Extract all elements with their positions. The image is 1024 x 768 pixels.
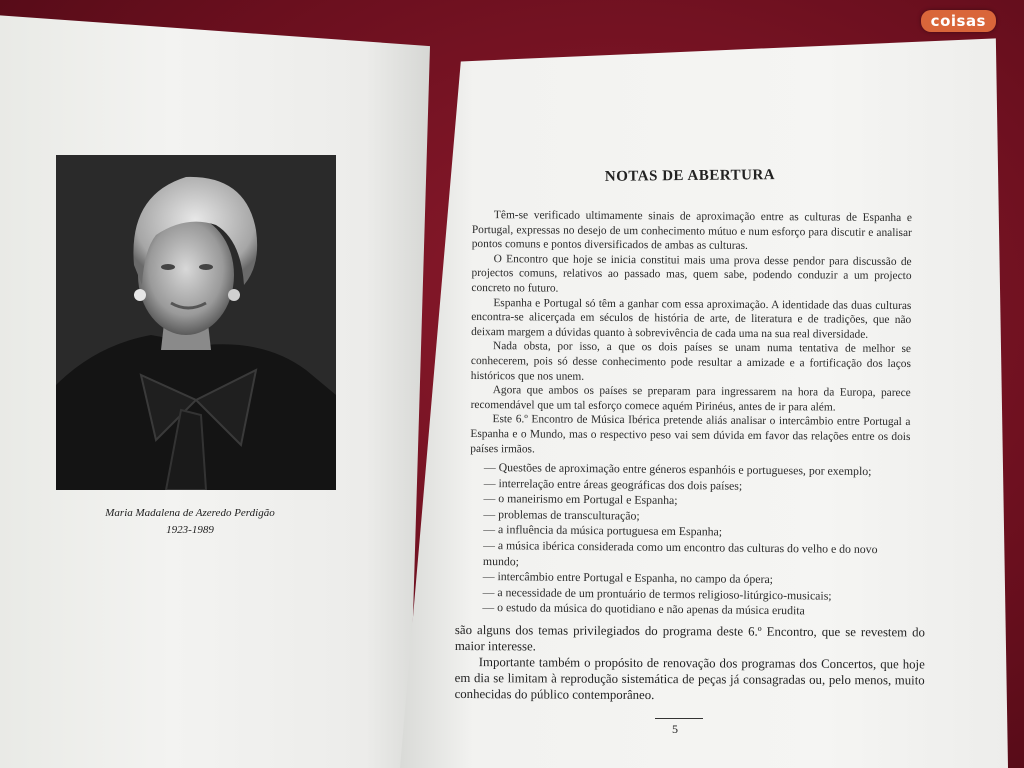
list-item: — o estudo da música do quotidiano e não apenas da música erudita [482, 600, 805, 618]
paragraph: Este 6.º Encontro de Música Ibérica pretende aliás analisar o intercâmbio entre Portugal a Espanha e o Mundo, mas o respectivo peso vai sem dúvida em favor das relações entre os dois países irmãos. [470, 413, 911, 455]
photo-caption [60, 505, 320, 539]
caption-years: 1923-1989 [166, 524, 214, 536]
list-item: — problemas de transculturação; [483, 506, 640, 523]
caption-name: Maria Madalena de Azeredo Perdigão [105, 507, 275, 519]
page-number: 5 [672, 722, 678, 736]
paragraph: O Encontro que hoje se inicia constitui mais uma prova desse pendor para discussão de projectos comuns, relativos ao passado mas, quem sabe, podendo conduzir a um projecto concreto no futuro. [471, 252, 912, 295]
paragraph: Têm-se verificado ultimamente sinais de aproximação entre as culturas de Espanha e Portugal, expressas no desejo de um conhecimento mútuo e num esforço para discutir e analisar pontos comuns e pontos diversificados de ambas as culturas. [471, 209, 912, 253]
list-item: — Questões de aproximação entre géneros espanhóis e portugueses, por exemplo; [483, 460, 872, 479]
list-item: — intercâmbio entre Portugal e Espanha, no campo da ópera; [482, 569, 774, 587]
paragraph: Nada obsta, por isso, a que os dois países se unam numa tentativa de melhor se conhecerem, pois só desse conhecimento pode resultar a amizade e a fortificação dos laços históricos que nos unem. [470, 340, 912, 383]
list-item: — o maneirismo em Portugal e Espanha; [483, 491, 678, 508]
list-item: — interrelação entre áreas geográficas dos dois países; [483, 475, 743, 493]
page-title: NOTAS DE ABERTURA [604, 167, 776, 185]
closing-text [455, 622, 925, 704]
portrait-photo [56, 155, 336, 490]
watermark-badge: coisas [921, 10, 996, 32]
paragraph: são alguns dos temas privilegiados do programa deste 6.º Encontro, que se revestem do maior interesse. [454, 623, 925, 654]
portrait-illustration [56, 155, 336, 490]
page-number-rule [655, 718, 703, 719]
topics-list [482, 460, 914, 620]
list-item: — a influência da música portuguesa em Espanha; [483, 522, 723, 539]
list-item: — a música ibérica considerada como um encontro das culturas do velho e do novo mundo; [482, 537, 878, 568]
paragraph: Espanha e Portugal só têm a ganhar com essa aproximação. A identidade das duas culturas encontra-se alicerçada em séculos de história de arte, de literatura e de tradições, que não deixam margem a dúvidas quanto à sobrevivência de cada uma na sua real diversidade. [471, 296, 912, 341]
intro-text [470, 208, 912, 459]
paragraph: Agora que ambos os países se preparam para ingressarem na hora da Europa, parece recomendável que um tal esforço comece aquém Pirinéus, antes de ir para além. [470, 384, 911, 414]
paragraph: Importante também o propósito de renovação dos programas dos Concertos, que hoje em dia se limitam à reprodução sistemática de peças já consagradas ou, pelo menos, muito conhecidas do público contemporâneo. [454, 655, 925, 703]
list-item: — a necessidade de um prontuário de termos religioso-litúrgico-musicais; [482, 584, 832, 603]
